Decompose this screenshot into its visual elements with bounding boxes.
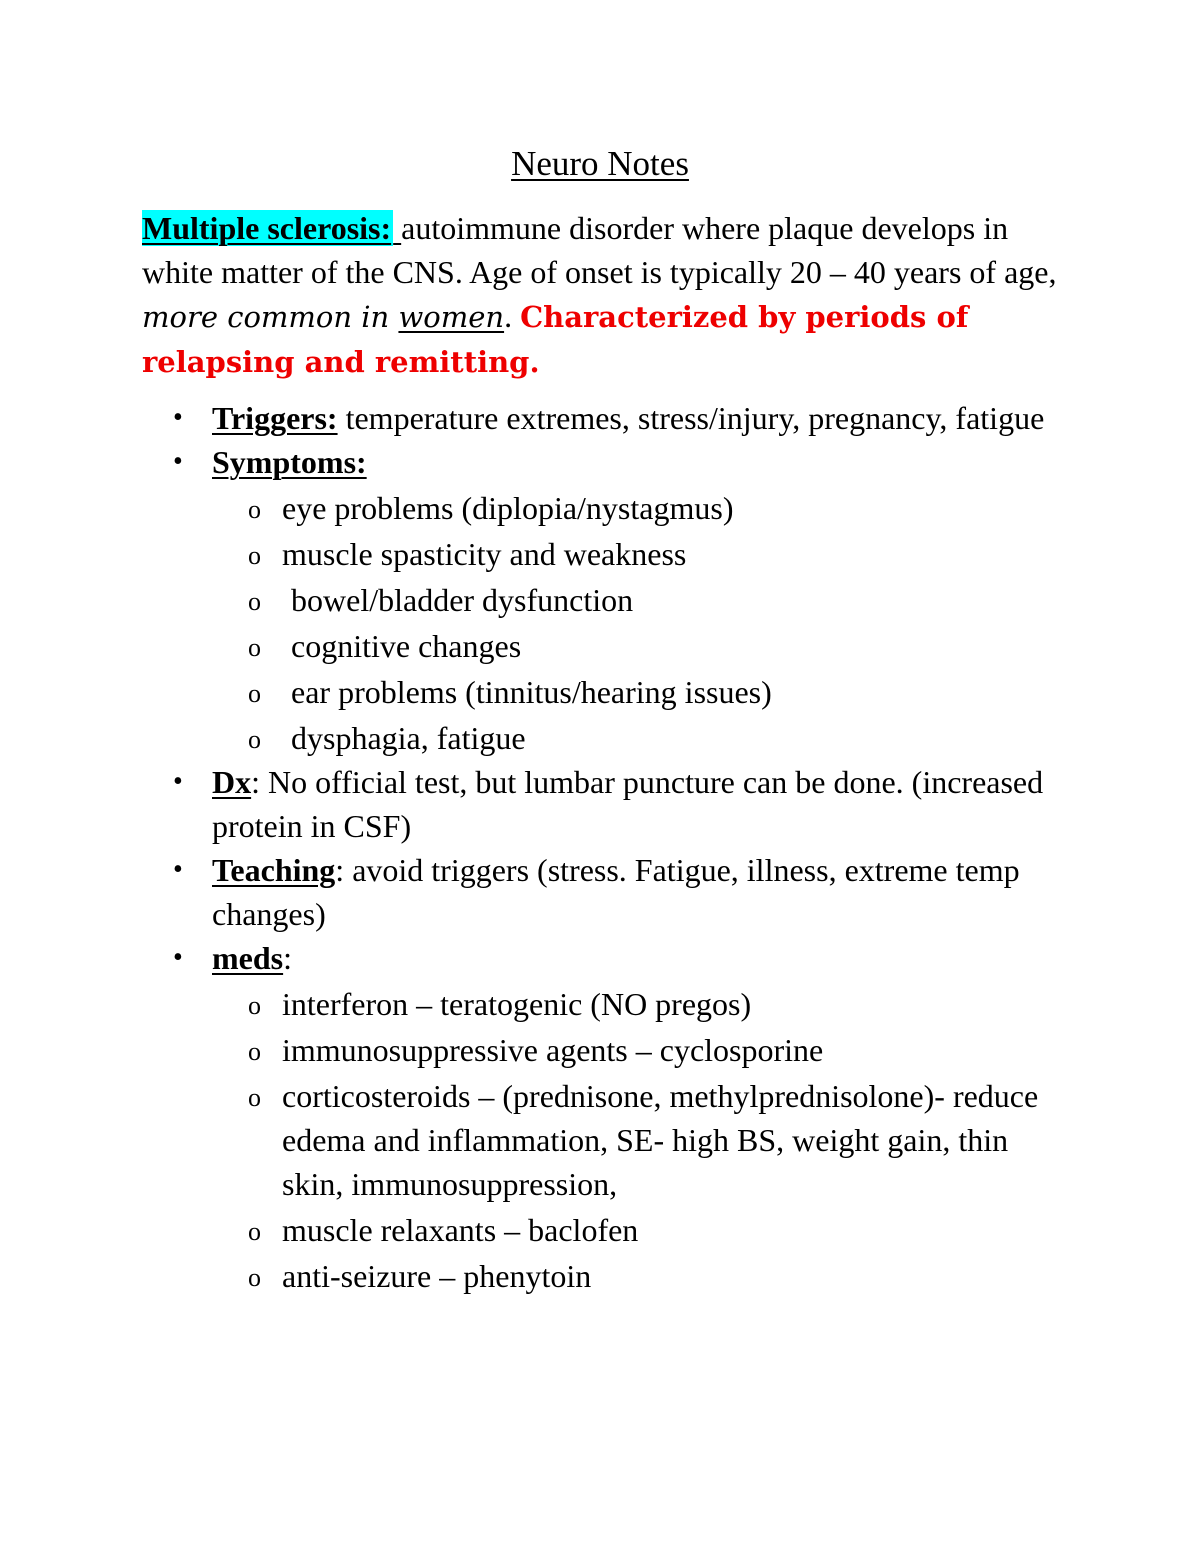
- sub-bullet-icon: o: [248, 1037, 261, 1066]
- list-item-meds: [0, 936, 1072, 1298]
- sub-bullet-icon: o: [248, 725, 261, 754]
- bullet-icon: •: [173, 942, 183, 973]
- symptom-text: dysphagia, fatigue: [291, 720, 526, 756]
- list-item-dx: [0, 760, 1072, 848]
- sub-bullet-icon: o: [248, 1217, 261, 1246]
- med-text: anti-seizure – phenytoin: [282, 1258, 592, 1294]
- dx-text: : No official test, but lumbar puncture can be done. (increased protein in CSF): [212, 764, 1044, 844]
- bullet-icon: •: [173, 766, 183, 797]
- page-title-text: Neuro Notes: [511, 144, 689, 183]
- page-title: [0, 142, 1200, 186]
- symptoms-label: Symptoms:: [212, 444, 367, 480]
- symptoms-sublist: [0, 486, 1072, 760]
- med-text: muscle relaxants – baclofen: [282, 1212, 639, 1248]
- symptom-item: [212, 532, 1072, 576]
- sub-bullet-icon: o: [248, 679, 261, 708]
- meds-colon: :: [283, 940, 292, 976]
- sub-bullet-icon: o: [248, 991, 261, 1020]
- teaching-text: : avoid triggers (stress. Fatigue, illness, extreme temp changes): [212, 852, 1020, 932]
- symptom-item: [212, 670, 1072, 714]
- symptom-text: ear problems (tinnitus/hearing issues): [291, 674, 772, 710]
- sub-bullet-icon: o: [248, 495, 261, 524]
- italic-text: more common in: [142, 300, 399, 334]
- highlighted-term: Multiple sclerosis:: [142, 210, 392, 246]
- med-text: corticosteroids – (prednisone, methylprednisolone)- reduce edema and inflammation, SE- high BS, weight gain, thin skin, immunosuppression,: [282, 1078, 1039, 1202]
- symptom-text: muscle spasticity and weakness: [282, 536, 687, 572]
- list-item-teaching: [0, 848, 1072, 936]
- intro-paragraph: [142, 206, 1082, 384]
- dx-label: Dx: [212, 764, 252, 800]
- sub-bullet-icon: o: [248, 587, 261, 616]
- med-item: [212, 1074, 1072, 1206]
- intro-text-2: .: [504, 298, 521, 334]
- main-bullet-list: [0, 396, 1200, 1298]
- symptom-text: eye problems (diplopia/nystagmus): [282, 490, 734, 526]
- symptom-item: [212, 624, 1072, 668]
- med-text: interferon – teratogenic (NO pregos): [282, 986, 752, 1022]
- symptom-item: [212, 716, 1072, 760]
- italic-phrase: [142, 300, 504, 334]
- bullet-icon: •: [173, 402, 183, 433]
- italic-underlined-word: women: [398, 300, 505, 334]
- symptom-item: [212, 486, 1072, 530]
- med-item: [212, 1028, 1072, 1072]
- underlined-space: [393, 210, 401, 246]
- bullet-icon: •: [173, 446, 183, 477]
- sub-bullet-icon: o: [248, 1263, 261, 1292]
- symptom-item: [212, 578, 1072, 622]
- red-emphasis: Characterized by periods of relapsing and remitting.: [142, 300, 969, 379]
- list-item-triggers: [0, 396, 1072, 440]
- intro-text: autoimmune disorder where plaque develops in white matter of the CNS. Age of onset is typically 20 – 40 years of age,: [142, 210, 1057, 290]
- sub-bullet-icon: o: [248, 541, 261, 570]
- meds-label: meds: [212, 940, 284, 976]
- symptom-text: bowel/bladder dysfunction: [291, 582, 634, 618]
- sub-bullet-icon: o: [248, 633, 261, 662]
- med-item: [212, 982, 1072, 1026]
- triggers-text: temperature extremes, stress/injury, pregnancy, fatigue: [337, 400, 1045, 436]
- bullet-icon: •: [173, 854, 183, 885]
- triggers-label: Triggers:: [212, 400, 338, 436]
- meds-sublist: [0, 982, 1072, 1298]
- med-item: [212, 1208, 1072, 1252]
- sub-bullet-icon: o: [248, 1083, 261, 1112]
- med-item: [212, 1254, 1072, 1298]
- teaching-label: Teaching: [212, 852, 336, 888]
- list-item-symptoms: [0, 440, 1072, 760]
- med-text: immunosuppressive agents – cyclosporine: [282, 1032, 824, 1068]
- symptom-text: cognitive changes: [291, 628, 522, 664]
